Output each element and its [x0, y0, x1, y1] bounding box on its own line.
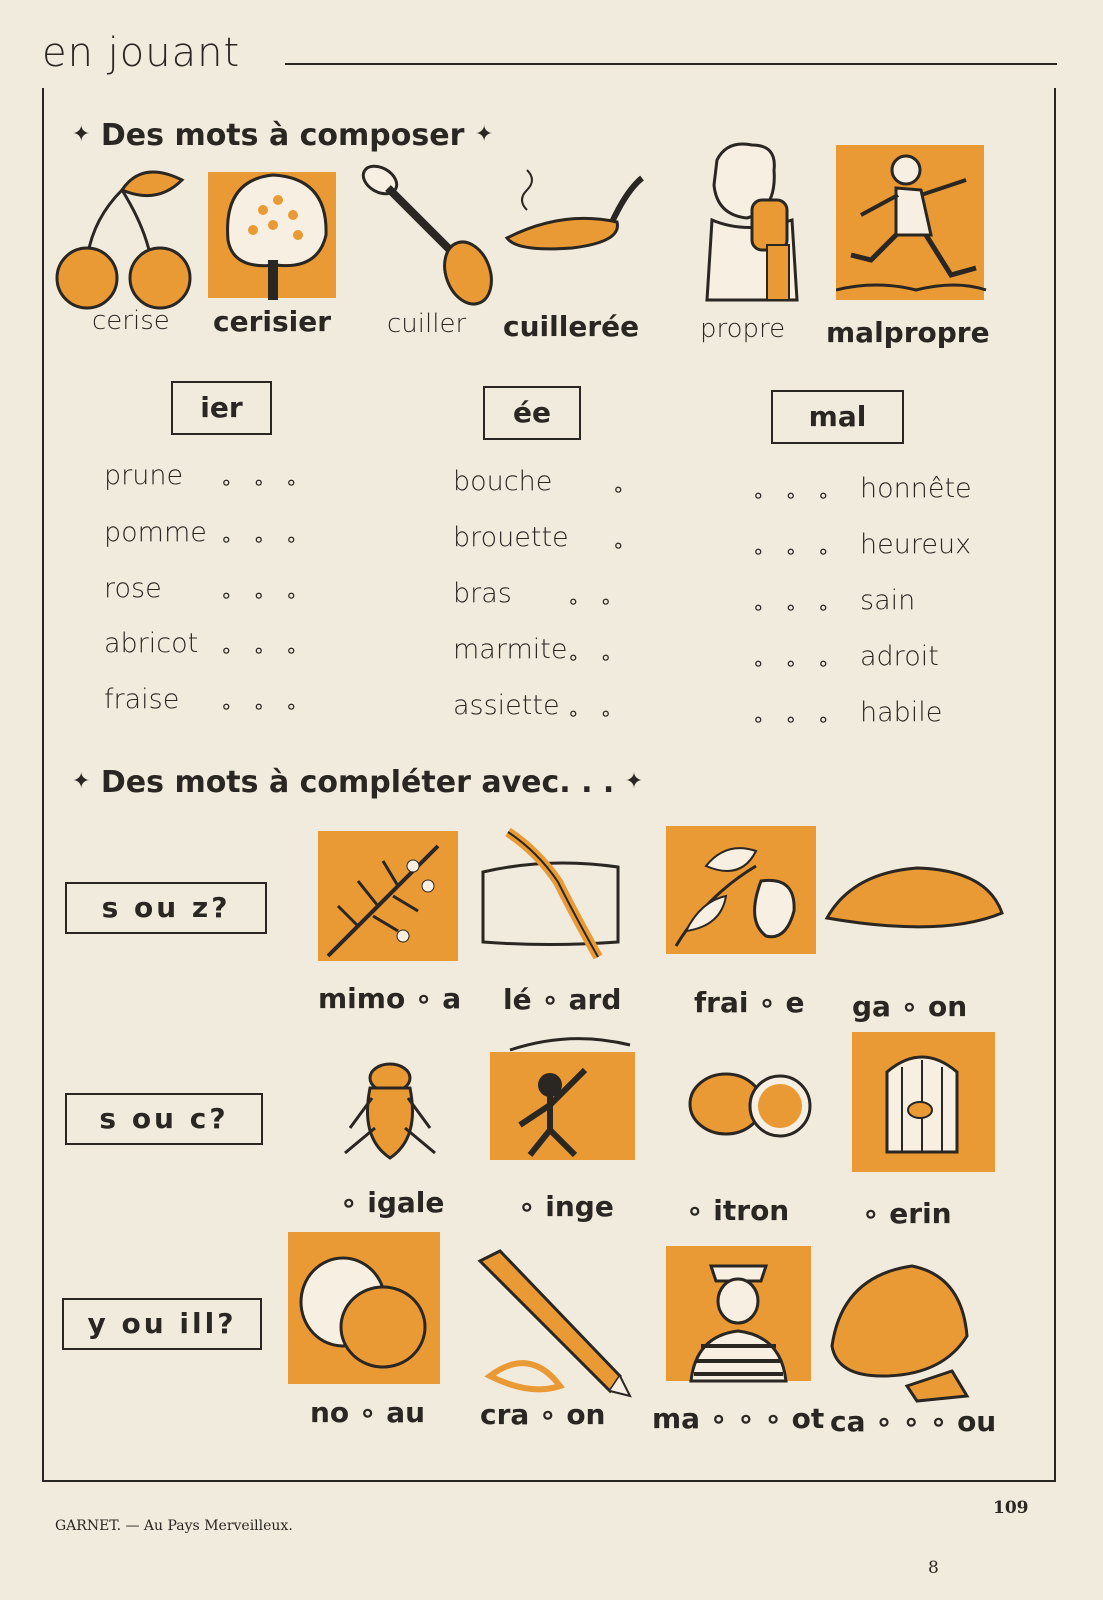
star-bullet-icon: ✦ [72, 769, 91, 794]
dot-connectors: ∘∘ [567, 645, 633, 669]
dot-connectors: ∘∘∘ [220, 638, 318, 662]
fill-word: no ∘ au [310, 1396, 426, 1429]
suffix-box-ee: ée [483, 386, 581, 440]
header-rule [285, 63, 1057, 65]
printer-signature: 8 [928, 1558, 939, 1578]
dot-connectors: ∘∘∘ [752, 539, 850, 563]
strawberry-icon [666, 826, 826, 961]
example-base-word: propre [700, 314, 786, 344]
example-base-word: cerise [92, 306, 170, 336]
dirty-boy-icon [836, 140, 996, 310]
fill-word: ∘ erin [862, 1197, 952, 1230]
example-derived-word: cerisier [213, 305, 332, 338]
canary-icon [852, 1032, 1000, 1177]
pebbles-icon [822, 1256, 977, 1406]
word-item: sain [860, 585, 916, 616]
fill-word: lé ∘ ard [503, 983, 622, 1016]
fill-word: cra ∘ on [480, 1398, 606, 1431]
page-header-title: en jouant [42, 30, 241, 76]
example-base-word: cuiller [387, 309, 467, 339]
lemon-icon [688, 1066, 818, 1141]
dot-connectors: ∘∘ [567, 701, 633, 725]
section-2-title [72, 765, 643, 800]
word-item: adroit [860, 641, 939, 672]
section-1-title-text: Des mots à composer [100, 118, 465, 153]
dot-connectors: ∘∘∘ [752, 595, 850, 619]
prefix-box-mal: mal [771, 390, 904, 444]
fill-word: ca ∘ ∘ ∘ ou [830, 1405, 997, 1438]
star-bullet-icon: ✦ [72, 122, 91, 147]
star-bullet-icon: ✦ [474, 122, 494, 147]
page-number: 109 [993, 1498, 1029, 1518]
monkey-icon [490, 1030, 640, 1165]
spoonful-icon [502, 160, 647, 260]
dot-connectors: ∘∘∘ [220, 527, 318, 551]
dot-connectors: ∘∘∘ [220, 694, 318, 718]
star-bullet-icon: ✦ [624, 769, 644, 794]
fill-word: ∘ igale [340, 1186, 445, 1219]
section-2-title-text: Des mots à compléter avec. . . [100, 765, 615, 800]
word-item: brouette [453, 522, 569, 553]
word-item: honnête [860, 473, 972, 504]
walnut-icon [288, 1232, 443, 1392]
word-item: assiette [453, 690, 560, 721]
clean-boy-icon [692, 140, 822, 310]
dot-connectors: ∘ [612, 533, 645, 557]
cherry-tree-icon [208, 160, 343, 305]
fill-word: ga ∘ on [852, 990, 968, 1023]
fill-word: ma ∘ ∘ ∘ ot [652, 1402, 825, 1435]
word-item: abricot [104, 628, 199, 659]
dot-connectors: ∘∘∘ [220, 583, 318, 607]
fill-word: ∘ itron [686, 1194, 790, 1227]
suffix-box-ier: ier [171, 381, 272, 435]
word-item: prune [104, 460, 184, 491]
dot-connectors: ∘ [612, 477, 645, 501]
spoon-icon [358, 158, 498, 308]
word-item: marmite [453, 634, 568, 665]
sailor-icon [666, 1246, 816, 1386]
lawn-icon [822, 858, 1012, 948]
example-derived-word: cuillerée [503, 310, 640, 343]
section-1-title [72, 118, 493, 153]
word-item: heureux [860, 529, 972, 560]
word-item: habile [860, 697, 943, 728]
rule-box-y-or-ill: y ou ill? [62, 1298, 262, 1350]
word-item: fraise [104, 684, 180, 715]
rule-box-s-or-c: s ou c? [65, 1093, 263, 1145]
rule-box-s-or-z: s ou z? [65, 882, 267, 934]
word-item: bras [453, 578, 512, 609]
word-item: rose [104, 573, 162, 604]
pencil-icon [470, 1246, 645, 1406]
lizard-icon [478, 822, 638, 962]
word-item: pomme [104, 517, 207, 548]
word-item: bouche [453, 466, 553, 497]
cherry-icon [52, 160, 192, 310]
mimosa-icon [318, 826, 463, 966]
example-derived-word: malpropre [826, 316, 990, 349]
dot-connectors: ∘∘ [567, 589, 633, 613]
dot-connectors: ∘∘∘ [752, 483, 850, 507]
footer-source: GARNET. — Au Pays Merveilleux. [55, 1518, 293, 1534]
fill-word: ∘ inge [518, 1190, 614, 1223]
fill-word: frai ∘ e [694, 986, 805, 1019]
fill-word: mimo ∘ a [318, 982, 462, 1015]
dot-connectors: ∘∘∘ [752, 651, 850, 675]
dot-connectors: ∘∘∘ [220, 470, 318, 494]
cicada-icon [340, 1058, 440, 1168]
dot-connectors: ∘∘∘ [752, 707, 850, 731]
